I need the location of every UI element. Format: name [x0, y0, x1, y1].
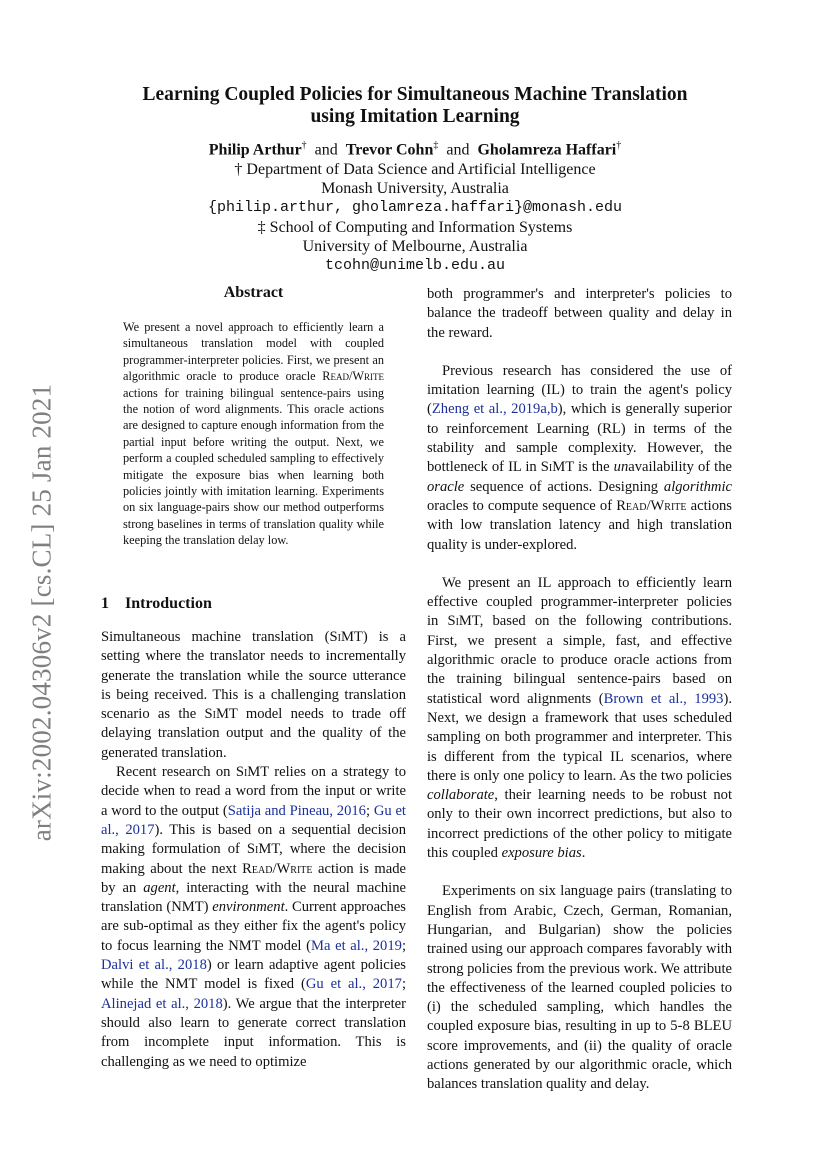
intro-paragraph-1: Simultaneous machine translation (SiMT) is a setting where the translator needs to incrementally generate the translation while the source utterance is being received. This is a challenging translation scenario as the SiMT model needs to trade off delaying translation output and the quality of the generated translation. — [101, 629, 406, 761]
affiliation-1-institution: Monash University, Australia — [321, 179, 509, 197]
citation-link[interactable]: Ma et al., 2019 — [311, 937, 402, 954]
author-1: Philip Arthur — [208, 141, 302, 159]
author-line — [100, 136, 730, 160]
citation-link[interactable]: Dalvi et al., 2018 — [101, 957, 207, 974]
author-3-mark: † — [616, 140, 622, 151]
title-line-1: Learning Coupled Policies for Simultaneous Machine Translation — [142, 84, 688, 105]
author-1-mark: † — [301, 140, 307, 151]
section-title: Introduction — [125, 595, 212, 612]
section-number: 1 — [101, 595, 109, 612]
author-and-1: and — [314, 141, 338, 159]
title-line-2: using Imitation Learning — [310, 106, 520, 127]
author-3: Gholamreza Haffari — [477, 141, 617, 159]
citation-link[interactable]: Gu et al., 2017 — [305, 976, 402, 993]
paper-title — [100, 84, 730, 128]
citation-link[interactable]: Zheng et al., 2019a,b — [431, 401, 558, 418]
citation-link[interactable]: Brown et al., 1993 — [603, 690, 724, 707]
read-write-term: Read/Write — [322, 369, 384, 384]
section-heading-introduction — [101, 594, 406, 614]
intro-paragraph-2: Recent research on SiMT relies on a strategy to decide when to read a word from the input or write a word to the output (Satija and Pineau, 2016; Gu et al., 2017). This is based on a sequential decision making formulation of SiMT, where the decision making about the next Read/Write action is made by an agent, interacting with the neural machine translation (NMT) environment. Current approaches are sub-optimal as they either fix the agent's policy to focus learning the NMT model (Ma et al., 2019; Dalvi et al., 2018) or learn adaptive agent policies while the NMT model is fixed (Gu et al., 2017; Alinejad et al., 2018). We argue that the interpreter should also learn to generate correct translation from incomplete input information. This is challenging as we need to optimize — [101, 764, 407, 1070]
citation-link[interactable]: Alinejad et al., 2018 — [101, 995, 223, 1012]
affiliation-1: † Department of Data Science and Artificial Intelligence — [234, 160, 596, 178]
citation-link[interactable]: Satija and Pineau, 2016 — [227, 802, 366, 819]
author-2: Trevor Cohn — [345, 141, 434, 159]
intro-paragraph-2-continued: both programmer's and interpreter's policies to balance the tradeoff between quality and delay in the reward. — [427, 286, 732, 341]
arxiv-stamp — [20, 374, 64, 850]
affiliation-2: ‡ School of Computing and Information Systems — [257, 218, 573, 236]
author-and-2: and — [446, 141, 470, 159]
intro-paragraph-5: Experiments on six language pairs (translating to English from Arabic, Czech, German, Romanian, Hungarian, and Bulgarian) show the policies trained using our approach compares favorably with strong policies from the previous work. We attribute the effectiveness of the learned coupled policies to (i) the scheduled sampling, which handles the coupled exposure bias, resulting in up to 5-8 BLEU score improvements, and (ii) the quality of oracle actions generated by our algorithmic oracle, which balances translation quality and delay. — [427, 883, 732, 1093]
affiliation-2-institution: University of Melbourne, Australia — [302, 237, 528, 255]
author-block — [100, 136, 730, 275]
abstract-text: We present a novel approach to efficiently learn a simultaneous translation model with coupled programmer-interpreter policies. First, we present an algorithmic oracle to produce oracle Read/Write actions for training bilingual sentence-pairs using the notion of word alignments. This oracle actions are designed to capture enough information from the partial input before writing the output. Next, we perform a coupled scheduled sampling to effectively mitigate the exposure bias when learning both policies jointly with imitation learning. Experiments on six language-pairs show our method outperforms strong baselines in terms of translation quality while keeping the translation delay low. — [123, 320, 384, 548]
author-2-mark: ‡ — [433, 140, 439, 151]
left-column — [101, 594, 406, 1072]
arxiv-stamp-text: arXiv:2002.04306v2 [cs.CL] 25 Jan 2021 — [26, 383, 57, 841]
affiliation-1-email: {philip.arthur, gholamreza.haffari}@monash.edu — [207, 199, 623, 217]
abstract-heading: Abstract — [223, 284, 284, 301]
citation-link[interactable]: Gu et al., 2017 — [101, 802, 406, 838]
intro-paragraph-3: Previous research has considered the use of imitation learning (IL) to train the agent's policy (Zheng et al., 2019a,b), which is generally superior to reinforcement Learning (RL) in terms of the stability and sample complexity. However, the bottleneck of IL in SiMT is the unavailability of the oracle sequence of actions. Designing algorithmic oracles to compute sequence of Read/Write actions with low translation latency and high translation quality is under-explored. — [427, 362, 733, 553]
right-column — [427, 285, 732, 1095]
intro-paragraph-4: We present an IL approach to efficiently learn effective coupled programmer-interpreter policies in SiMT, based on the following contributions. First, we present a simple, fast, and effective algorithmic oracle to produce oracle actions from the training bilingual sentence-pairs based on statistical word alignments (Brown et al., 1993). Next, we design a framework that uses scheduled sampling on both programmer and interpreter. This is different from the typical IL scenarios, where there is only one policy to learn. As the two policies collaborate, their learning needs to be robust not only to their own incorrect predictions, but also to incorrect predictions of the other policy to mitigate this coupled exposure bias. — [427, 574, 732, 862]
affiliation-2-email: tcohn@unimelb.edu.au — [324, 257, 506, 275]
